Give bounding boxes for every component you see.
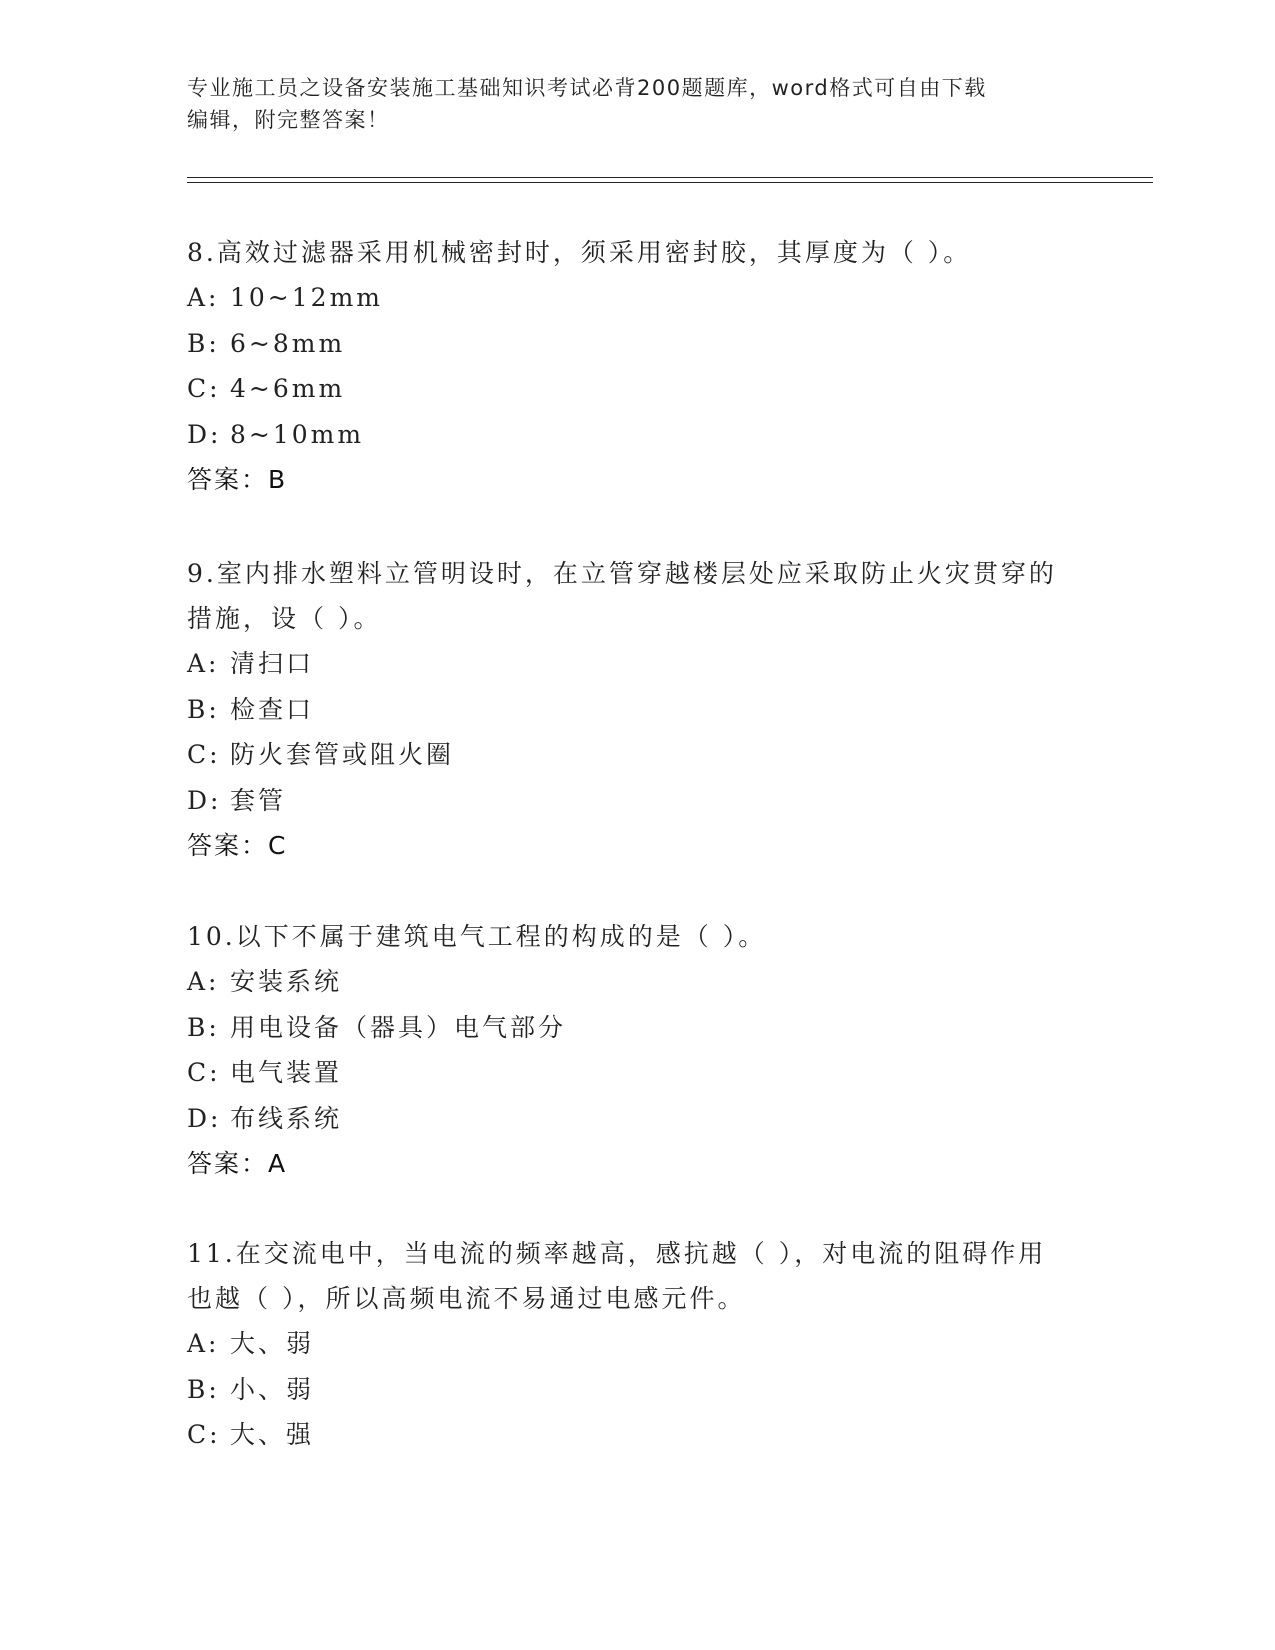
option-d xyxy=(187,412,1067,458)
option-letter: B: xyxy=(187,328,220,358)
option-text: 电气装置 xyxy=(230,1058,343,1087)
option-b xyxy=(187,1005,1067,1051)
option-text: 大、弱 xyxy=(230,1329,315,1358)
question-stem: 以下不属于建筑电气工程的构成的是（ ）。 xyxy=(235,922,767,951)
question-number: 10. xyxy=(187,922,236,951)
option-text: 小、弱 xyxy=(230,1374,315,1404)
option-b xyxy=(187,1367,1067,1413)
header-divider-top xyxy=(187,177,1153,178)
question-text xyxy=(187,551,1067,641)
option-c xyxy=(187,1050,1067,1096)
option-text: 套管 xyxy=(230,785,287,815)
option-letter: B: xyxy=(187,1374,220,1404)
question-text xyxy=(187,914,1067,959)
answer: 答案：A xyxy=(187,1149,288,1178)
question-number: 9. xyxy=(187,559,217,588)
option-c xyxy=(187,1412,1067,1458)
option-a xyxy=(187,641,1067,687)
option-a xyxy=(187,275,1067,321)
question-10 xyxy=(187,914,1067,1186)
option-d xyxy=(187,778,1067,824)
option-letter: B: xyxy=(187,694,220,724)
question-9 xyxy=(187,551,1067,868)
header-divider-bottom xyxy=(187,182,1153,183)
option-text: 用电设备（器具）电气部分 xyxy=(230,1012,567,1042)
question-number: 8. xyxy=(187,238,217,267)
option-letter: B: xyxy=(187,1012,220,1042)
option-letter: D: xyxy=(187,1103,222,1133)
question-11 xyxy=(187,1231,1067,1458)
option-b xyxy=(187,687,1067,733)
option-letter: D: xyxy=(187,785,222,815)
option-letter: A: xyxy=(187,649,220,678)
option-letter: A: xyxy=(187,1329,220,1358)
option-text: 4~6mm xyxy=(230,374,346,403)
answer: 答案：C xyxy=(187,831,288,860)
question-text xyxy=(187,230,1067,275)
question-stem: 室内排水塑料立管明设时，在立管穿越楼层处应采取防止火灾贯穿的措施，设（ ）。 xyxy=(187,559,1057,633)
option-text: 清扫口 xyxy=(230,649,315,678)
question-8 xyxy=(187,230,1067,502)
option-d xyxy=(187,1096,1067,1142)
option-text: 大、强 xyxy=(230,1420,315,1449)
question-stem: 高效过滤器采用机械密封时，须采用密封胶，其厚度为（ ）。 xyxy=(216,238,972,267)
option-letter: C: xyxy=(187,1420,221,1449)
option-text: 防火套管或阻火圈 xyxy=(230,740,455,769)
option-text: 安装系统 xyxy=(230,967,343,996)
option-letter: C: xyxy=(187,1058,221,1087)
option-text: 6~8mm xyxy=(230,328,346,358)
option-letter: D: xyxy=(187,419,222,449)
option-b xyxy=(187,321,1067,367)
answer: 答案：B xyxy=(187,465,288,494)
option-text: 10~12mm xyxy=(230,283,383,312)
option-letter: A: xyxy=(187,283,220,312)
option-c xyxy=(187,366,1067,412)
option-text: 布线系统 xyxy=(230,1103,343,1133)
option-text: 检查口 xyxy=(230,694,315,724)
option-a xyxy=(187,959,1067,1005)
question-number: 11. xyxy=(187,1239,236,1268)
option-text: 8~10mm xyxy=(230,419,365,449)
option-letter: C: xyxy=(187,374,221,403)
header-title-line-2: 编辑，附完整答案！ xyxy=(187,108,390,132)
question-stem: 在交流电中，当电流的频率越高，感抗越（ ），对电流的阻碍作用也越（ ），所以高频电流不易通过电感元件。 xyxy=(187,1239,1047,1313)
option-a xyxy=(187,1321,1067,1367)
option-c xyxy=(187,732,1067,778)
header-title-line-1: 专业施工员之设备安装施工基础知识考试必背200题题库，word格式可自由下载 xyxy=(187,76,987,100)
option-letter: A: xyxy=(187,967,220,996)
question-text xyxy=(187,1231,1067,1321)
document-header xyxy=(187,72,1087,136)
option-letter: C: xyxy=(187,740,221,769)
